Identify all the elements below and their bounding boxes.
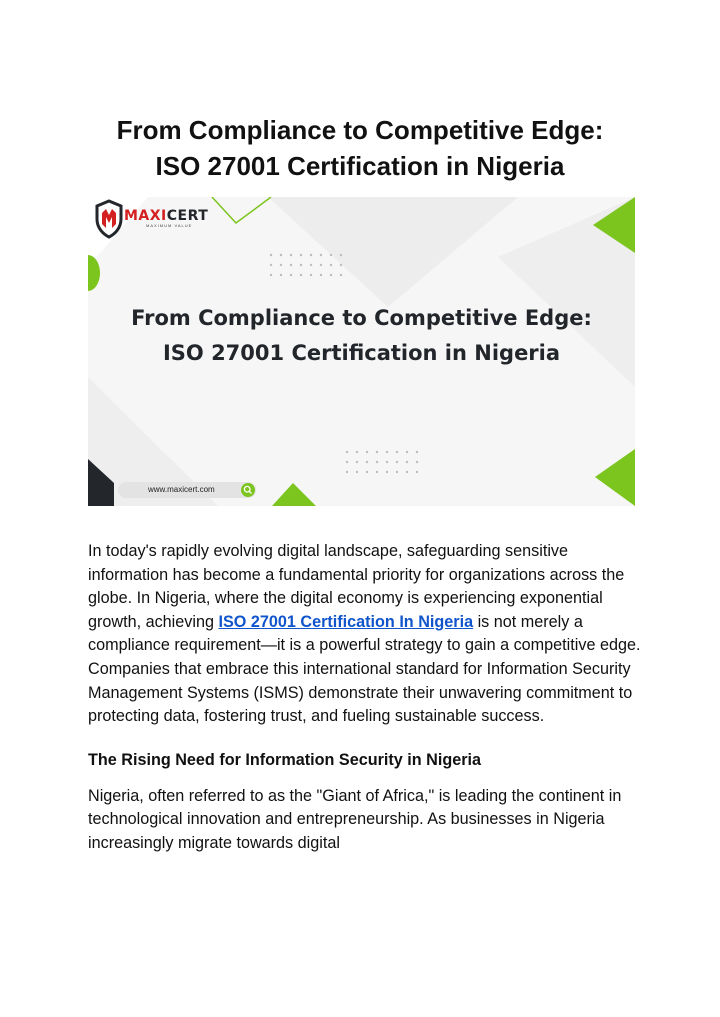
maxicert-logo xyxy=(94,199,208,239)
article-body xyxy=(88,540,648,856)
page-title xyxy=(60,112,660,184)
green-half-circle-left xyxy=(88,255,100,291)
section-heading: The Rising Need for Information Security in Nigeria xyxy=(88,750,482,769)
website-url: www.maxicert.com xyxy=(148,485,215,494)
banner-title-line-2: ISO 27001 Certification in Nigeria xyxy=(162,341,561,365)
page-title-line-1: From Compliance to Competitive Edge: xyxy=(116,115,604,145)
banner-title xyxy=(88,301,635,371)
banner-image xyxy=(88,197,635,506)
page-title-line-2: ISO 27001 Certification in Nigeria xyxy=(155,151,565,181)
banner-title-line-1: From Compliance to Competitive Edge: xyxy=(131,306,592,330)
dot-grid-bottom xyxy=(346,451,418,473)
website-pill xyxy=(118,482,256,498)
brand-tagline: MAXIMUM VALUE xyxy=(146,223,193,228)
shield-logo-icon xyxy=(94,199,124,239)
intro-paragraph: In today's rapidly evolving digital landscape, safeguarding sensitive information has become a fundamental priority for organizations across the globe. In Nigeria, where the digital economy is experiencing exponential growth, achieving ISO 27001 Certification In Nigeria is not merely a compliance requirement—it is a powerful strategy to gain a competitive edge. Companies that embrace this international standard for Information Security Management Systems (ISMS) demonstrate their unwavering commitment to protecting data, fostering trust, and fueling sustainable success. xyxy=(88,542,641,726)
green-triangle-bottom-right xyxy=(595,449,635,506)
dot-grid-top xyxy=(270,254,342,276)
brand-name: MAXICERT xyxy=(124,208,209,224)
search-icon xyxy=(241,483,255,497)
section-paragraph: Nigeria, often referred to as the "Giant of Africa," is leading the continent in technological innovation and entrepreneurship. As businesses in Nigeria increasingly migrate towards digital xyxy=(88,786,622,852)
iso-27001-certification-link[interactable]: ISO 27001 Certification In Nigeria xyxy=(218,612,474,631)
